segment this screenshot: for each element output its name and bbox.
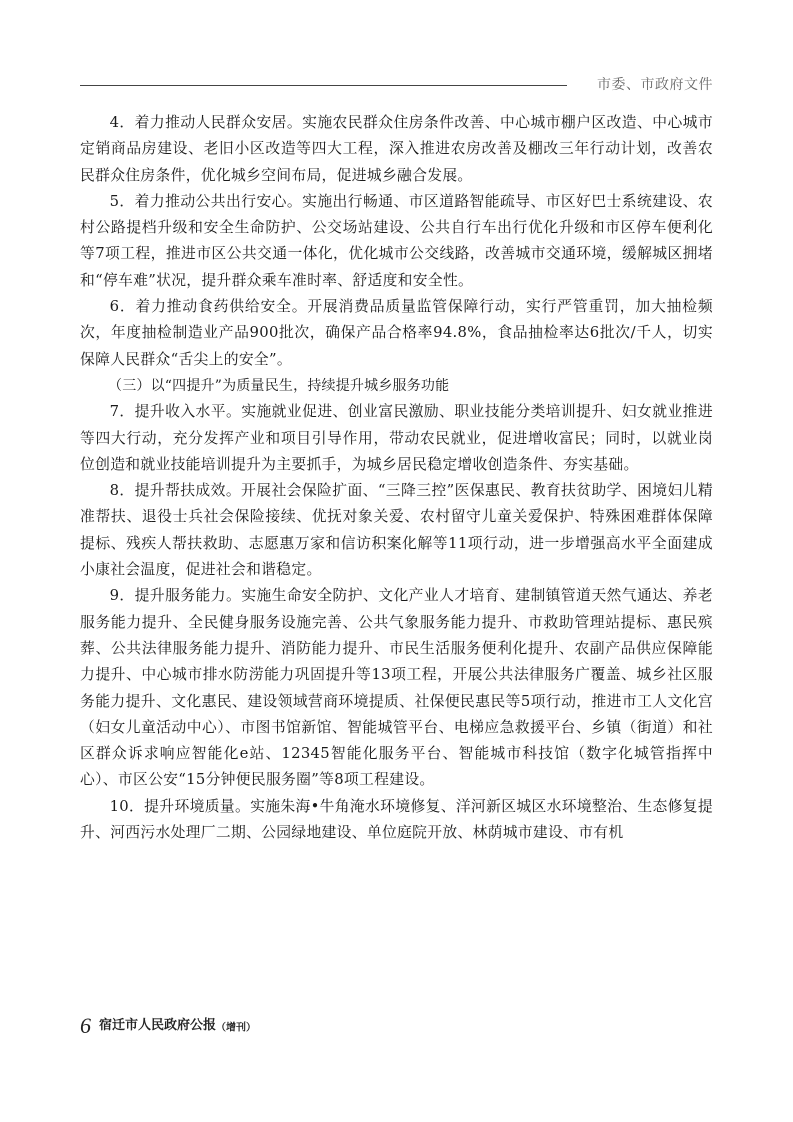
document-body: [80, 110, 713, 846]
paragraph-item-6: 6．着力推动食药供给安全。开展消费品质量监管保障行动，实行严管重罚，加大抽检频次，年度抽检制造业产品900批次，确保产品合格率94.8%，食品抽检率达6批次/千人，切实保障人民群众“舌尖上的安全”。: [80, 298, 713, 368]
paragraph-item-8: 8．提升帮扶成效。开展社会保险扩面、“三降三控”医保惠民、教育扶贫助学、困境妇儿精准帮扶、退役士兵社会保险接续、优抚对象关爱、农村留守儿童关爱保护、特殊困难群体保障提标、残疾人帮扶救助、志愿惠万家和信访积案化解等11项行动，进一步增强高水平全面建成小康社会温度，促进社会和谐稳定。: [80, 482, 713, 579]
page-number: 6: [80, 1013, 91, 1038]
page-footer: [80, 1014, 256, 1038]
page-header: [80, 74, 713, 98]
paragraph-item-9: 9．提升服务能力。实施生命安全防护、文化产业人才培育、建制镇管道天然气通达、养老服务能力提升、全民健身服务设施完善、公共气象服务能力提升、市救助管理站提标、惠民殡葬、公共法律服务能力提升、消防能力提升、市民生活服务便利化提升、农副产品供应保障能力提升、中心城市排水防涝能力巩固提升等13项工程，开展公共法律服务广覆盖、城乡社区服务能力提升、文化惠民、建设领域营商环境提质、社保便民惠民等5项行动，推进市工人文化宫（妇女儿童活动中心）、市图书馆新馆、智能城管平台、电梯应急救援平台、乡镇（街道）和社区群众诉求响应智能化e站、12345智能化服务平台、智能城市科技馆（数字化城管指挥中心）、市区公安“15分钟便民服务圈”等8项工程建设。: [80, 587, 713, 789]
section-heading-3: （三）以“四提升”为质量民生，持续提升城乡服务功能: [108, 377, 450, 394]
header-title: 市委、市政府文件: [597, 77, 713, 93]
paragraph-item-4: 4．着力推动人民群众安居。实施农民群众住房条件改善、中心城市棚户区改造、中心城市定销商品房建设、老旧小区改造等四大工程，深入推进农房改善及棚改三年行动计划，改善农民群众住房条件，优化城乡空间布局，促进城乡融合发展。: [80, 114, 713, 184]
header-rule: [80, 85, 567, 86]
paragraph-item-5: 5．着力推动公共出行安心。实施出行畅通、市区道路智能疏导、市区好巴士系统建设、农村公路提档升级和安全生命防护、公交场站建设、公共自行车出行优化升级和市区停车便利化等7项工程，推进市区公共交通一体化，优化城市公交线路，改善城市交通环境，缓解城区拥堵和“停车难”状况，提升群众乘车准时率、舒适度和安全性。: [80, 192, 713, 289]
publication-tag: （增刊）: [216, 1022, 257, 1034]
paragraph-item-10: 10．提升环境质量。实施朱海•牛角淹水环境修复、洋河新区城区水环境整治、生态修复提升、河西污水处理厂二期、公园绿地建设、单位庭院开放、林荫城市建设、市有机: [80, 797, 713, 842]
publication-name: 宿迁市人民政府公报: [99, 1018, 217, 1033]
paragraph-item-7: 7．提升收入水平。实施就业促进、创业富民激励、职业技能分类培训提升、妇女就业推进等四大行动，充分发挥产业和项目引导作用，带动农民就业，促进增收富民；同时，以就业岗位创造和就业技能培训提升为主要抓手，为城乡居民稳定增收创造条件、夯实基础。: [80, 403, 713, 473]
